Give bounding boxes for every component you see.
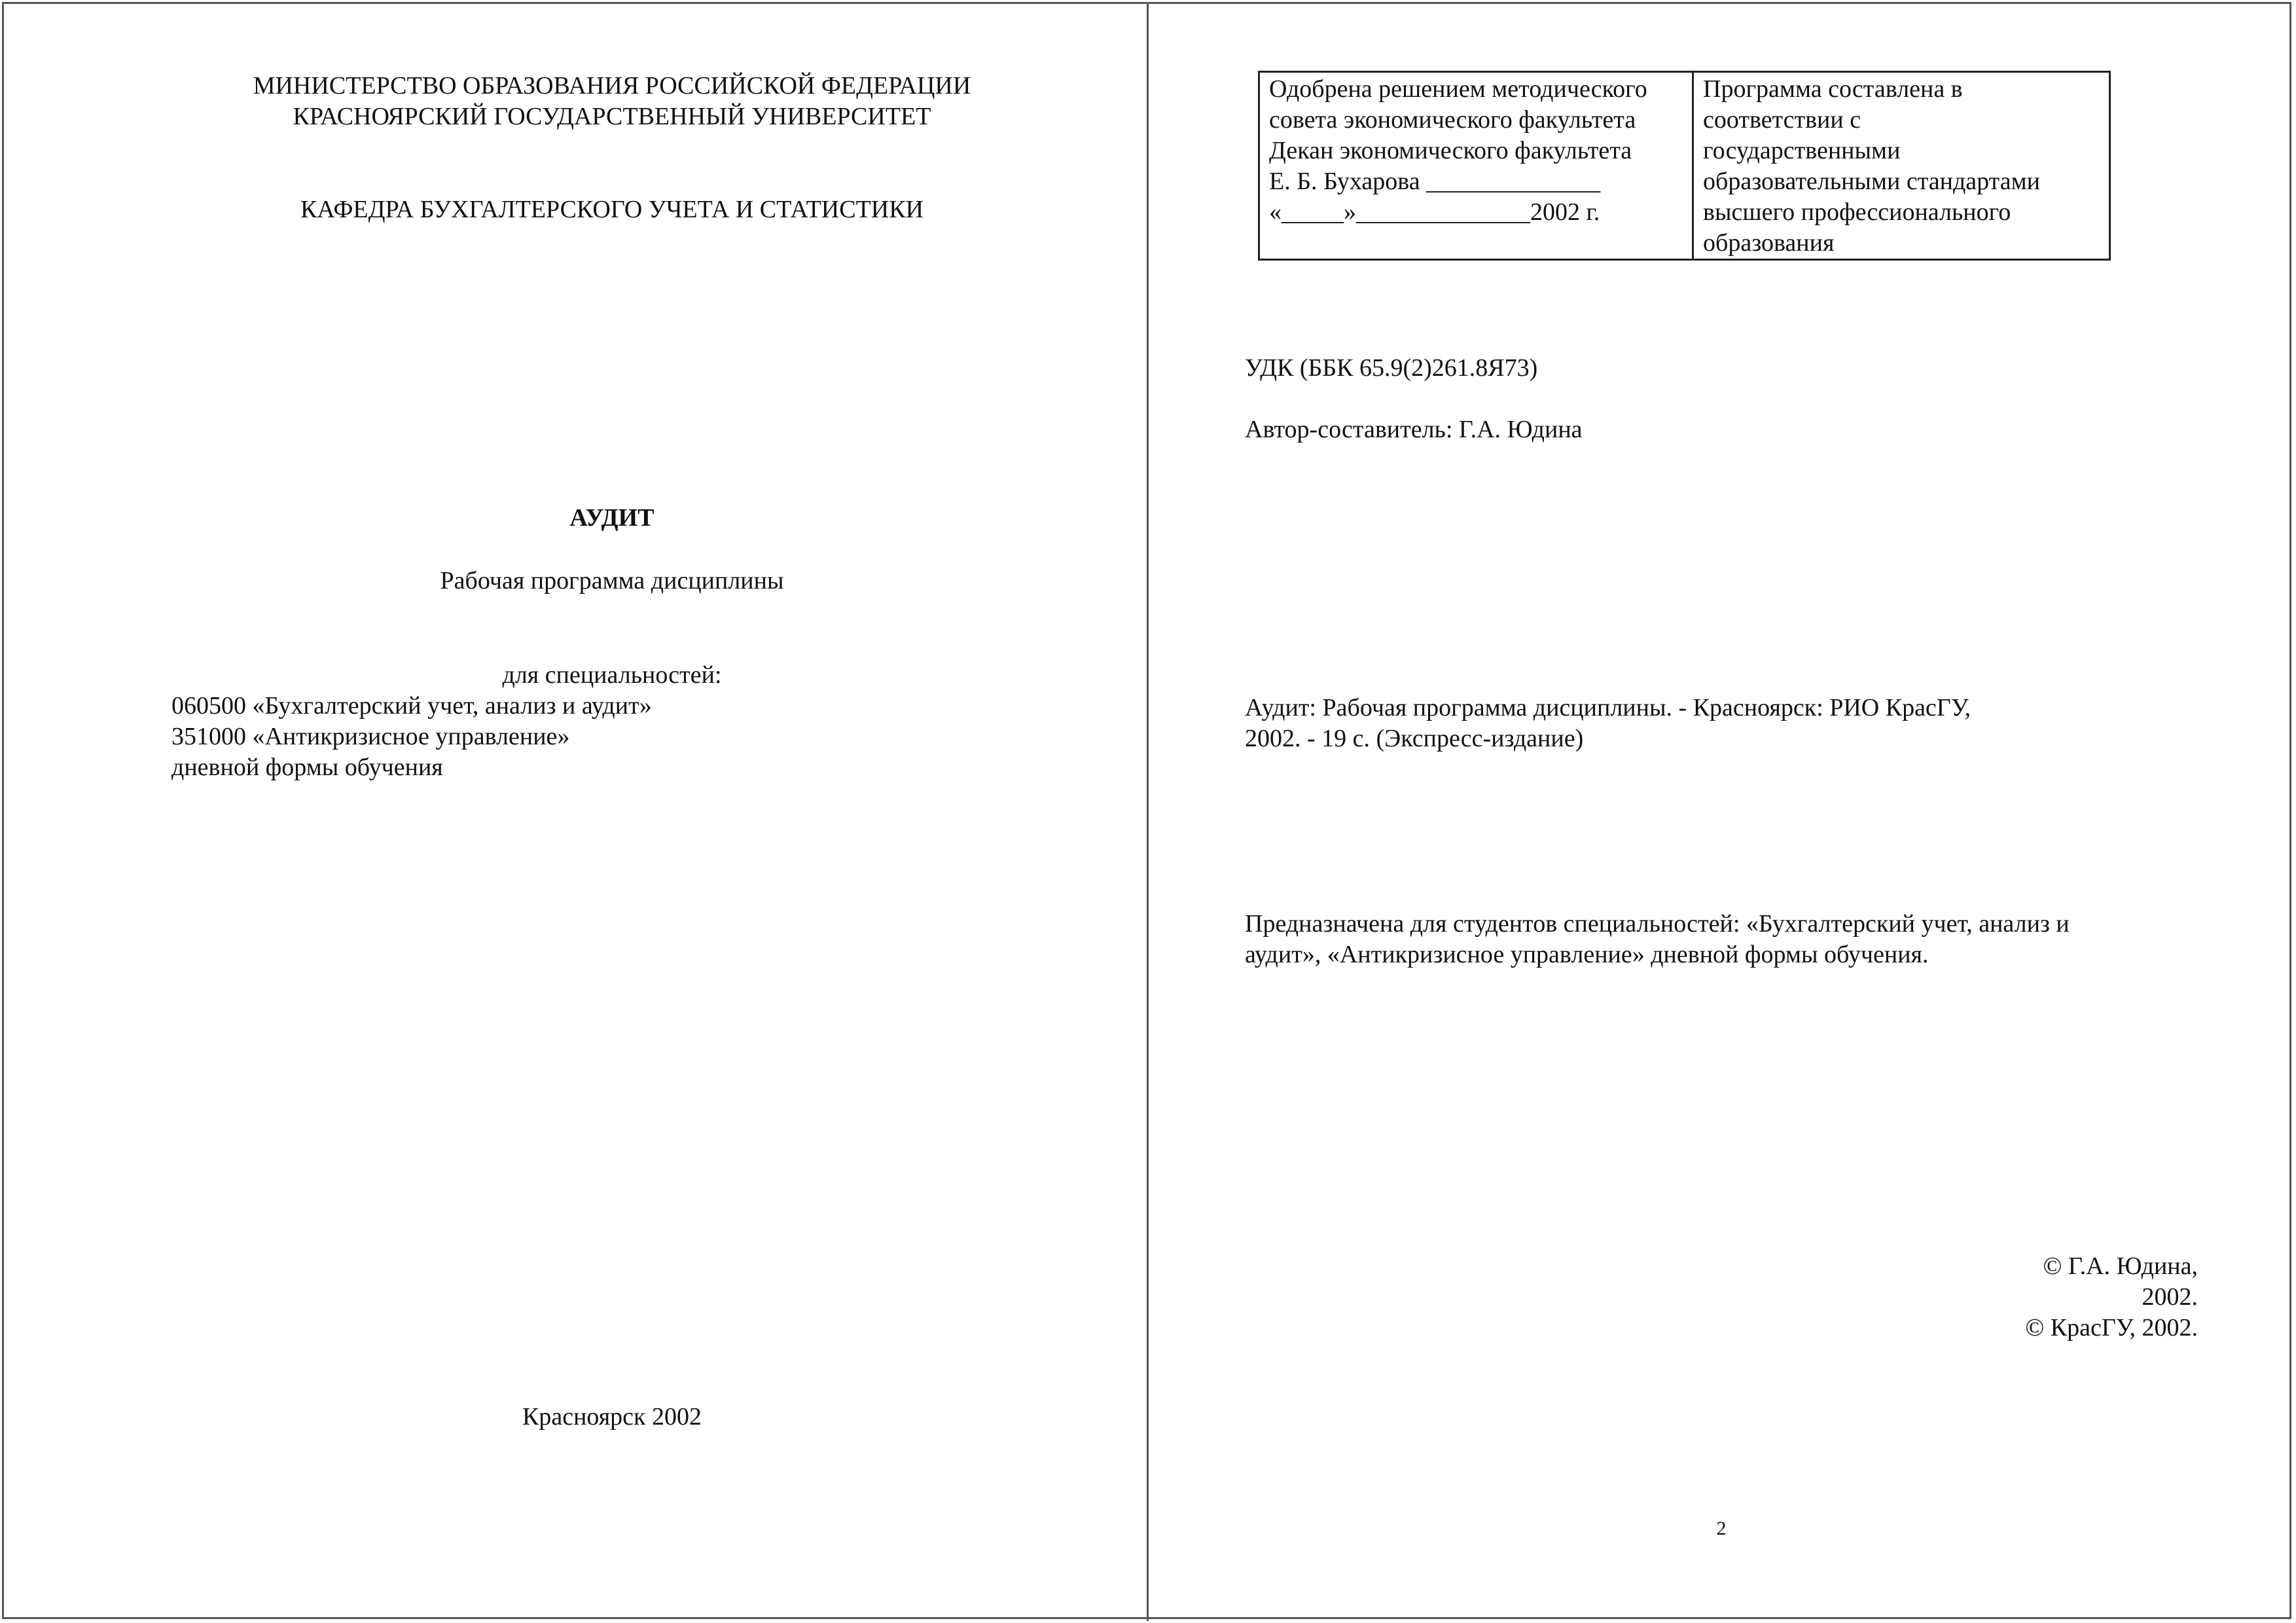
approval-table xyxy=(1258,71,2111,261)
intended-line: аудит», «Антикризисное управление» дневной формы обучения. xyxy=(1245,941,1929,968)
bibliographic-line: 2002. - 19 с. (Экспресс-издание) xyxy=(1245,725,1584,752)
copyright-line: © Г.А. Юдина, xyxy=(2043,1252,2198,1280)
ministry-line: МИНИСТЕРСТВО ОБРАЗОВАНИЯ РОССИЙСКОЙ ФЕДЕРАЦИИ xyxy=(253,72,971,100)
specialties-heading: для специальностей: xyxy=(502,661,722,689)
author-line: Автор-составитель: Г.А. Юдина xyxy=(1245,416,1583,443)
page-number: 2 xyxy=(1716,1518,1727,1539)
approval-line: Декан экономического факультета xyxy=(1269,137,1632,164)
copyright-block xyxy=(1767,1251,2198,1343)
approval-line: «_____»______________2002 г. xyxy=(1269,198,1600,226)
intended-audience xyxy=(1245,909,2070,970)
department-name: КАФЕДРА БУХГАЛТЕРСКОГО УЧЕТА И СТАТИСТИКИ xyxy=(300,196,924,223)
approval-table-row xyxy=(1259,72,2110,260)
city-year: Красноярск 2002 xyxy=(522,1403,702,1431)
standards-line: соответствии с xyxy=(1703,106,1861,134)
study-form-line: дневной формы обучения xyxy=(171,754,443,781)
standards-line: высшего профессионального xyxy=(1703,198,2011,226)
bibliographic-description xyxy=(1245,693,1971,754)
copyright-line: 2002. xyxy=(2142,1283,2198,1311)
document-subtitle: Рабочая программа дисциплины xyxy=(440,567,784,594)
approval-line: совета экономического факультета xyxy=(1269,106,1636,134)
specialty-line: 060500 «Бухгалтерский учет, анализ и аудит» xyxy=(171,692,652,720)
approval-line: Е. Б. Бухарова ______________ xyxy=(1269,168,1601,195)
page-divider xyxy=(1147,2,1149,1621)
standards-line: образовательными стандартами xyxy=(1703,168,2040,195)
university-line: КРАСНОЯРСКИЙ ГОСУДАРСТВЕННЫЙ УНИВЕРСИТЕТ xyxy=(293,103,931,130)
standards-line: государственными xyxy=(1703,137,1901,164)
standards-line: Программа составлена в xyxy=(1703,75,1963,103)
bibliographic-line: Аудит: Рабочая программа дисциплины. - Красноярск: РИО КрасГУ, xyxy=(1245,694,1971,721)
document-title: АУДИТ xyxy=(569,504,655,532)
specialties-list xyxy=(171,691,652,783)
approval-cell xyxy=(1259,72,1693,260)
standards-cell xyxy=(1693,72,2110,260)
standards-line: образования xyxy=(1703,229,1835,257)
intended-line: Предназначена для студентов специальностей: «Бухгалтерский учет, анализ и xyxy=(1245,910,2070,938)
ministry-header xyxy=(131,71,1093,132)
specialty-line: 351000 «Антикризисное управление» xyxy=(171,723,570,750)
approval-line: Одобрена решением методического xyxy=(1269,75,1647,103)
copyright-line: © КрасГУ, 2002. xyxy=(2025,1314,2198,1341)
udk-code: УДК (ББК 65.9(2)261.8Я73) xyxy=(1245,354,1538,382)
